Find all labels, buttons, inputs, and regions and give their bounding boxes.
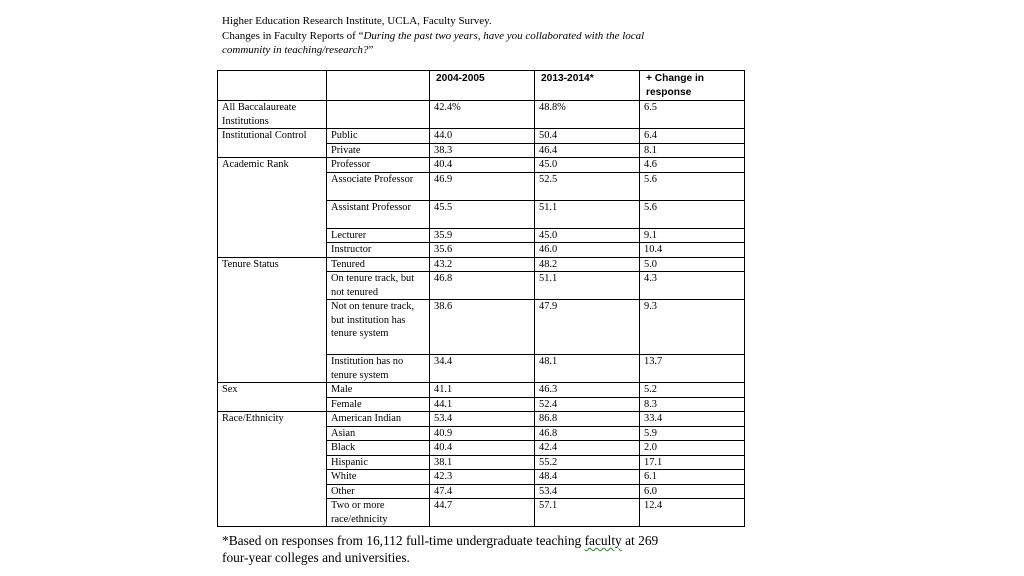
value-2013-2014-cell: 47.9 <box>535 300 640 355</box>
table-row <box>218 129 745 144</box>
table-row <box>218 397 745 412</box>
category-cell <box>218 426 327 441</box>
value-2004-2005-cell: 35.9 <box>430 228 535 243</box>
value-2004-2005-cell: 46.9 <box>430 172 535 200</box>
category-cell: Academic Rank <box>218 158 327 173</box>
category-cell <box>218 484 327 499</box>
category-cell <box>218 172 327 200</box>
subgroup-cell: Not on tenure track, but institution has tenure system <box>327 300 430 355</box>
value-2013-2014-cell: 42.4 <box>535 441 640 456</box>
value-2004-2005-cell: 38.6 <box>430 300 535 355</box>
table-row <box>218 172 745 200</box>
document-header <box>222 14 782 58</box>
category-cell <box>218 243 327 258</box>
table-row <box>218 426 745 441</box>
subgroup-cell: Asian <box>327 426 430 441</box>
table-row <box>218 499 745 527</box>
change-cell: 5.2 <box>640 383 745 398</box>
change-cell: 10.4 <box>640 243 745 258</box>
category-cell <box>218 499 327 527</box>
category-cell: Tenure Status <box>218 257 327 272</box>
table-row <box>218 158 745 173</box>
value-2013-2014-cell: 55.2 <box>535 455 640 470</box>
subgroup-cell: Assistant Professor <box>327 200 430 228</box>
subgroup-cell: Male <box>327 383 430 398</box>
subgroup-cell: Private <box>327 143 430 158</box>
change-cell: 2.0 <box>640 441 745 456</box>
category-cell: All Baccalaureate Institutions <box>218 101 327 129</box>
subgroup-cell: Hispanic <box>327 455 430 470</box>
subgroup-cell: Associate Professor <box>327 172 430 200</box>
value-2004-2005-cell: 44.0 <box>430 129 535 144</box>
value-2004-2005-cell: 44.1 <box>430 397 535 412</box>
subgroup-cell: Instructor <box>327 243 430 258</box>
value-2013-2014-cell: 51.1 <box>535 272 640 300</box>
category-cell <box>218 397 327 412</box>
value-2013-2014-cell: 46.0 <box>535 243 640 258</box>
value-2013-2014-cell: 46.8 <box>535 426 640 441</box>
table-row <box>218 383 745 398</box>
category-cell <box>218 228 327 243</box>
table-row <box>218 257 745 272</box>
change-cell: 4.3 <box>640 272 745 300</box>
subgroup-cell <box>327 101 430 129</box>
change-cell: 12.4 <box>640 499 745 527</box>
table-body <box>218 101 745 527</box>
value-2013-2014-cell: 86.8 <box>535 412 640 427</box>
table-row <box>218 455 745 470</box>
value-2013-2014-cell: 46.4 <box>535 143 640 158</box>
change-cell: 6.5 <box>640 101 745 129</box>
value-2013-2014-cell: 48.2 <box>535 257 640 272</box>
table-row <box>218 228 745 243</box>
subgroup-cell: Two or more race/ethnicity <box>327 499 430 527</box>
subgroup-cell: Institution has no tenure system <box>327 355 430 383</box>
table-row <box>218 143 745 158</box>
table-row <box>218 300 745 355</box>
change-cell: 33.4 <box>640 412 745 427</box>
value-2004-2005-cell: 42.4% <box>430 101 535 129</box>
table-row <box>218 200 745 228</box>
category-cell <box>218 143 327 158</box>
value-2013-2014-cell: 48.8% <box>535 101 640 129</box>
value-2004-2005-cell: 42.3 <box>430 470 535 485</box>
change-cell: 5.6 <box>640 172 745 200</box>
value-2013-2014-cell: 48.4 <box>535 470 640 485</box>
column-header-change: + Change in response <box>640 71 745 101</box>
change-cell: 6.4 <box>640 129 745 144</box>
value-2013-2014-cell: 46.3 <box>535 383 640 398</box>
table-row <box>218 101 745 129</box>
value-2013-2014-cell: 52.4 <box>535 397 640 412</box>
survey-question-line-2: community in teaching/research?” <box>222 44 374 56</box>
table-row <box>218 243 745 258</box>
value-2004-2005-cell: 38.1 <box>430 455 535 470</box>
table-row <box>218 470 745 485</box>
table-row <box>218 412 745 427</box>
column-header-2004-2005: 2004-2005 <box>430 71 535 101</box>
column-header-subgroup <box>327 71 430 101</box>
subgroup-cell: Female <box>327 397 430 412</box>
value-2004-2005-cell: 45.5 <box>430 200 535 228</box>
value-2013-2014-cell: 51.1 <box>535 200 640 228</box>
table-row <box>218 355 745 383</box>
subgroup-cell: Black <box>327 441 430 456</box>
value-2004-2005-cell: 47.4 <box>430 484 535 499</box>
change-cell: 6.0 <box>640 484 745 499</box>
subgroup-cell: White <box>327 470 430 485</box>
category-cell <box>218 470 327 485</box>
value-2004-2005-cell: 43.2 <box>430 257 535 272</box>
subgroup-cell: American Indian <box>327 412 430 427</box>
change-cell: 6.1 <box>640 470 745 485</box>
change-cell: 5.0 <box>640 257 745 272</box>
value-2013-2014-cell: 45.0 <box>535 158 640 173</box>
footnote: *Based on responses from 16,112 full-time undergraduate teaching faculty at 269 four-year colleges and universities. <box>222 533 659 565</box>
category-cell: Sex <box>218 383 327 398</box>
column-header-category <box>218 71 327 101</box>
value-2004-2005-cell: 46.8 <box>430 272 535 300</box>
change-cell: 9.3 <box>640 300 745 355</box>
change-cell: 5.6 <box>640 200 745 228</box>
change-cell: 8.1 <box>640 143 745 158</box>
change-cell: 8.3 <box>640 397 745 412</box>
category-cell <box>218 455 327 470</box>
table-header-row <box>218 71 745 101</box>
value-2004-2005-cell: 41.1 <box>430 383 535 398</box>
value-2013-2014-cell: 53.4 <box>535 484 640 499</box>
value-2013-2014-cell: 48.1 <box>535 355 640 383</box>
change-cell: 17.1 <box>640 455 745 470</box>
spellcheck-flagged-word: faculty <box>584 533 622 548</box>
value-2013-2014-cell: 50.4 <box>535 129 640 144</box>
category-cell <box>218 355 327 383</box>
value-2004-2005-cell: 44.7 <box>430 499 535 527</box>
value-2004-2005-cell: 40.4 <box>430 158 535 173</box>
change-cell: 9.1 <box>640 228 745 243</box>
table-row <box>218 272 745 300</box>
column-header-2013-2014: 2013-2014* <box>535 71 640 101</box>
value-2004-2005-cell: 38.3 <box>430 143 535 158</box>
subgroup-cell: Public <box>327 129 430 144</box>
value-2004-2005-cell: 53.4 <box>430 412 535 427</box>
subgroup-cell: On tenure track, but not tenured <box>327 272 430 300</box>
subgroup-cell: Lecturer <box>327 228 430 243</box>
value-2013-2014-cell: 52.5 <box>535 172 640 200</box>
category-cell <box>218 441 327 456</box>
source-title: Higher Education Research Institute, UCLA, Faculty Survey. <box>222 15 492 27</box>
category-cell <box>218 200 327 228</box>
value-2004-2005-cell: 34.4 <box>430 355 535 383</box>
table-row <box>218 484 745 499</box>
value-2004-2005-cell: 35.6 <box>430 243 535 258</box>
table-row <box>218 441 745 456</box>
category-cell: Race/Ethnicity <box>218 412 327 427</box>
category-cell <box>218 300 327 355</box>
survey-question-line-1: Changes in Faculty Reports of “During the past two years, have you collaborated with the local <box>222 29 645 42</box>
value-2004-2005-cell: 40.4 <box>430 441 535 456</box>
change-cell: 5.9 <box>640 426 745 441</box>
subgroup-cell: Other <box>327 484 430 499</box>
value-2004-2005-cell: 40.9 <box>430 426 535 441</box>
change-cell: 4.6 <box>640 158 745 173</box>
value-2013-2014-cell: 45.0 <box>535 228 640 243</box>
category-cell: Institutional Control <box>218 129 327 144</box>
value-2013-2014-cell: 57.1 <box>535 499 640 527</box>
subgroup-cell: Professor <box>327 158 430 173</box>
faculty-survey-table <box>217 70 745 527</box>
category-cell <box>218 272 327 300</box>
change-cell: 13.7 <box>640 355 745 383</box>
subgroup-cell: Tenured <box>327 257 430 272</box>
